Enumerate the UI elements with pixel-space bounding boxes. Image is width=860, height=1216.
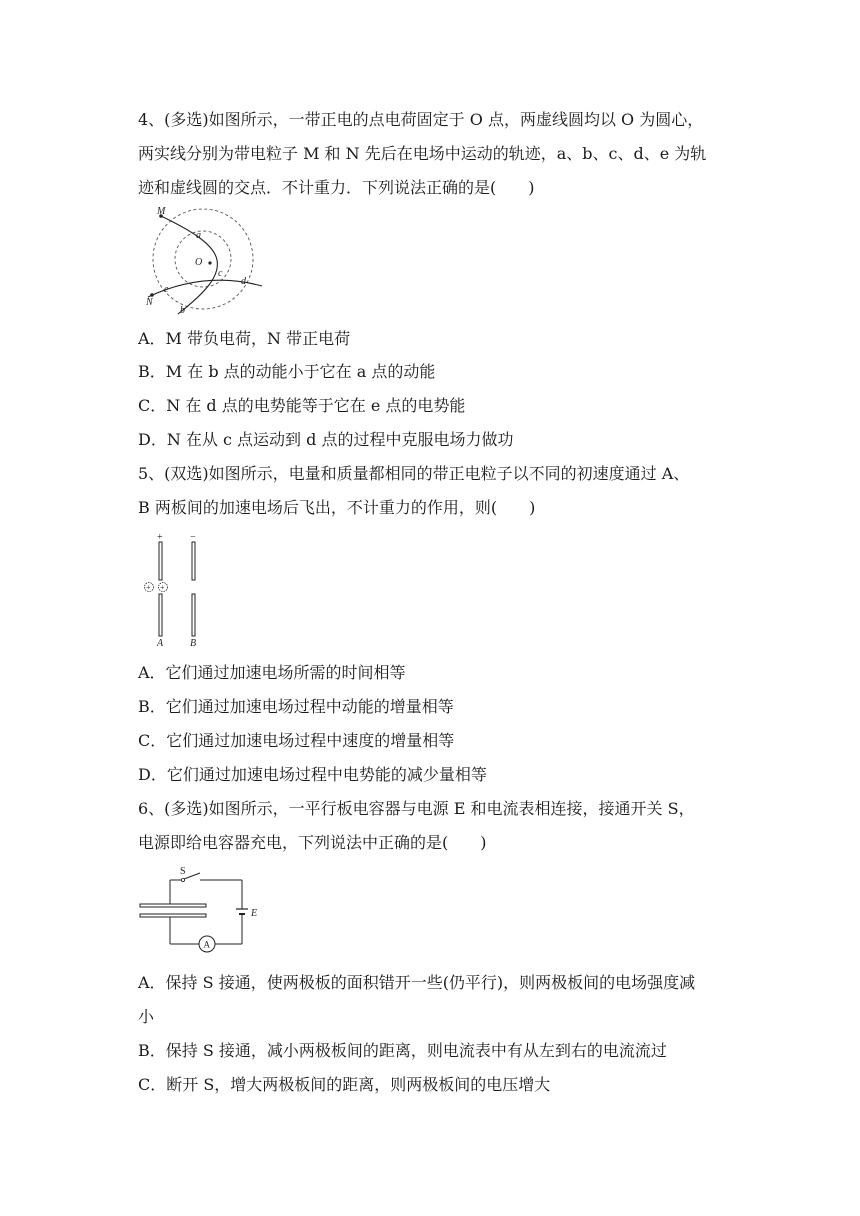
q4-option-d: D．N 在从 c 点运动到 d 点的过程中克服电场力做功 — [138, 430, 514, 449]
q4-stem-line1: 4、(多选)如图所示，一带正电的点电荷固定于 O 点，两虚线圆均以 O 为圆心， — [138, 110, 704, 129]
q6-figure — [138, 862, 263, 954]
label-d: d — [241, 276, 246, 287]
label-ammeter: A — [203, 939, 210, 950]
plate-b-top — [192, 542, 195, 580]
q5-option-b: B．它们通过加速电场过程中动能的增量相等 — [138, 697, 454, 716]
q6-stem-line1: 6、(多选)如图所示，一平行板电容器与电源 E 和电流表相连接，接通开关 S， — [138, 799, 695, 818]
label-a-plate: A — [157, 638, 164, 649]
q4-option-b: B．M 在 b 点的动能小于它在 a 点的动能 — [138, 362, 436, 381]
q4-figure — [140, 204, 265, 316]
plate-b-bottom — [192, 594, 195, 636]
label-minus: − — [190, 532, 196, 543]
inner-dashed-circle — [175, 231, 231, 287]
q6-option-a: A．保持 S 接通，使两极板的面积错开一些(仍平行)，则两极板间的电场强度减 — [138, 973, 696, 992]
label-o: O — [195, 257, 203, 268]
q6-option-b: B．保持 S 接通，减小两极板间的距离，则电流表中有从左到右的电流流过 — [138, 1041, 667, 1060]
label-plus: + — [157, 532, 163, 543]
q4-option-a: A．M 带负电荷，N 带正电荷 — [138, 329, 351, 348]
q4-stem-line3: 迹和虚线圆的交点．不计重力．下列说法正确的是( ) — [138, 178, 535, 197]
q5-option-a: A．它们通过加速电场所需的时间相等 — [138, 663, 406, 682]
label-a: a — [196, 230, 201, 241]
label-b: b — [180, 305, 185, 316]
label-c: c — [218, 268, 223, 279]
q5-stem-line2: B 两板间的加速电场后飞出，不计重力的作用，则( ) — [138, 498, 536, 517]
q6-stem-line2: 电源即给电容器充电，下列说法中正确的是( ) — [138, 833, 487, 852]
center-o-dot — [208, 261, 211, 264]
q4-option-c: C．N 在 d 点的电势能等于它在 e 点的电势能 — [138, 396, 466, 415]
label-b-plate: B — [190, 638, 197, 649]
q5-stem-line1: 5、(双选)如图所示，电量和质量都相同的带正电粒子以不同的初速度通过 A、 — [138, 464, 690, 483]
plate-a-top — [159, 542, 162, 580]
q5-option-c: C．它们通过加速电场过程中速度的增量相等 — [138, 731, 455, 750]
capacitor-plate-bottom — [140, 914, 206, 917]
label-battery: E — [251, 908, 258, 919]
label-m: M — [157, 206, 166, 217]
label-switch: S — [180, 866, 186, 877]
particle-left-sign: + — [146, 583, 151, 592]
trajectory-m — [161, 216, 217, 314]
label-n: N — [146, 297, 153, 308]
particle-right-sign: + — [160, 583, 165, 592]
q6-option-a-cont: 小 — [138, 1007, 155, 1026]
q6-option-c: C．断开 S，增大两极板间的距离，则两极板间的电压增大 — [138, 1075, 551, 1094]
switch-blade — [184, 873, 200, 879]
label-e: e — [164, 284, 169, 295]
q5-option-d: D．它们通过加速电场过程中电势能的减少量相等 — [138, 765, 487, 784]
q4-stem-line2: 两实线分别为带电粒子 M 和 N 先后在电场中运动的轨迹，a、b、c、d、e 为轨 — [138, 144, 707, 163]
capacitor-plate-top — [140, 904, 206, 907]
plate-a-bottom — [159, 594, 162, 636]
q5-figure — [138, 530, 208, 650]
